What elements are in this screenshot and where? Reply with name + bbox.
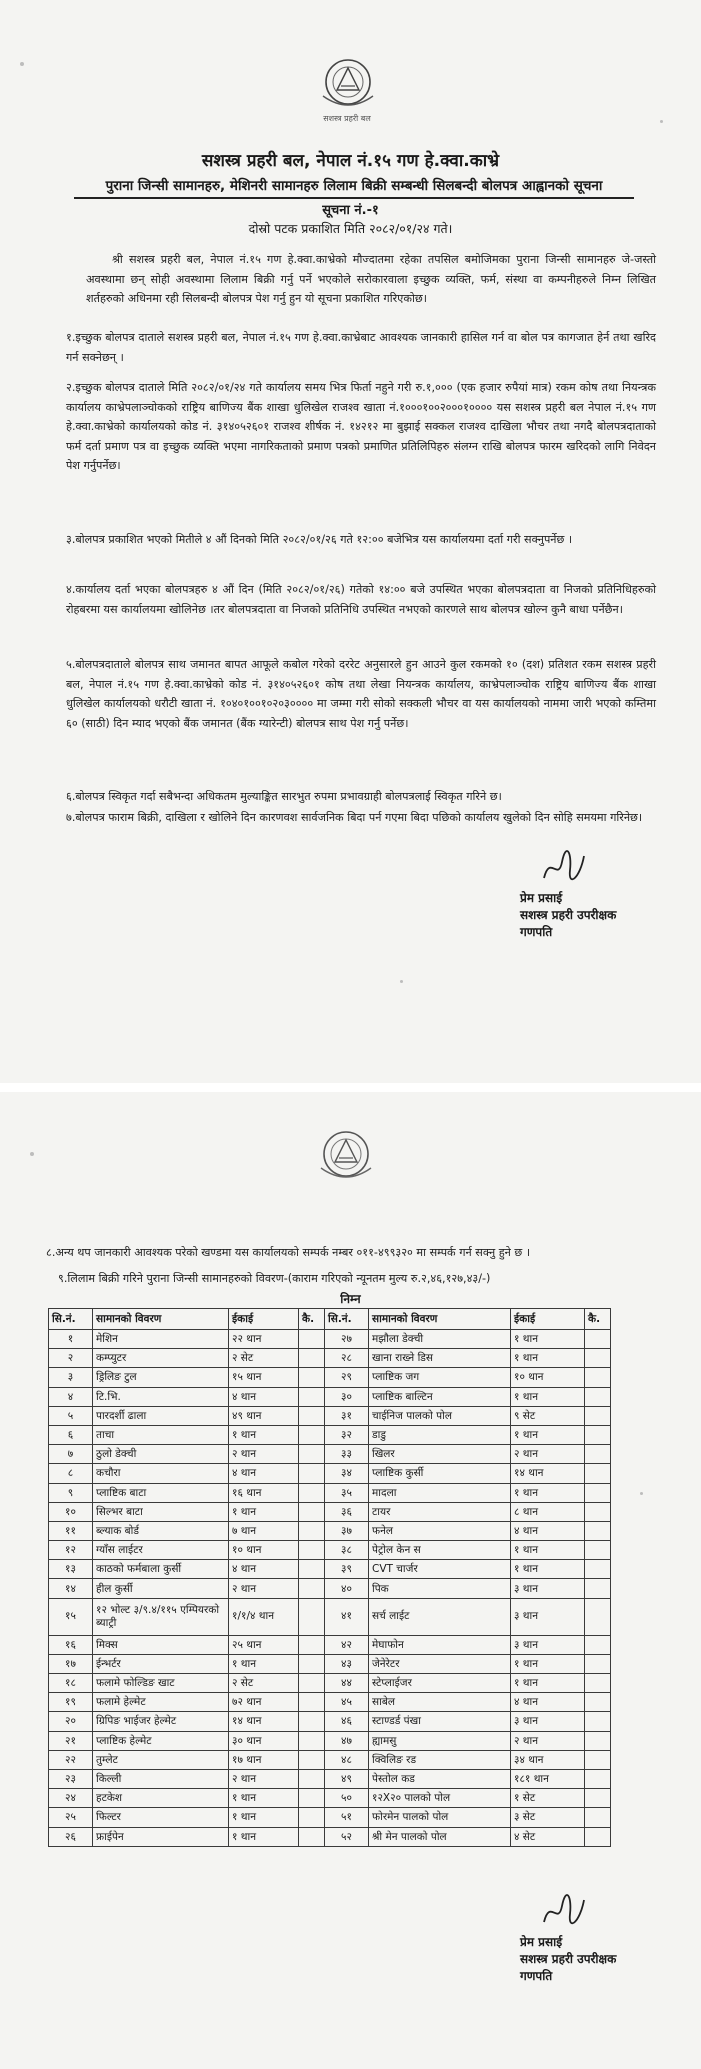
signatory-rank: सशस्त्र प्रहरी उपरीक्षक [520, 908, 617, 922]
description-cell: मादला [369, 1483, 511, 1502]
serial-cell: ५१ [325, 1808, 369, 1827]
condition-item-1: १.इच्छुक बोलपत्र दाताले सशस्त्र प्रहरी बल, नेपाल नं.१५ गण हे.क्वा.काभ्रेबाट आवश्यक जानकारी हासिल गर्न वा बोल पत्र कागजात हेर्न तथा खरिद गर्न सक्नेछन् । [66, 331, 656, 364]
remarks-cell [299, 1579, 325, 1598]
signature-icon [540, 1892, 586, 1932]
description-cell: ईन्भर्टर [93, 1654, 229, 1673]
remarks-cell [585, 1541, 611, 1560]
condition-item-8: ८.अन्य थप जानकारी आवश्यक परेको खण्डमा यस कार्यालयको सम्पर्क नम्बर ०११-४९९३२० मा सम्पर्क गर्न सक्नु हुने छ । [46, 1246, 531, 1259]
serial-cell: २ [49, 1349, 93, 1368]
remarks-cell [299, 1406, 325, 1425]
description-cell: फिल्टर [93, 1808, 229, 1827]
serial-cell: ३० [325, 1387, 369, 1406]
serial-cell: ५२ [325, 1827, 369, 1846]
intro-paragraph: श्री सशस्त्र प्रहरी बल, नेपाल नं.१५ गण हे.क्वा.काभ्रेको मौज्दातमा रहेका तपसिल बमोजिमका पुराना जिन्सी सामानहरु जे-जस्तो अवस्थामा छन् सोही अवस्थामा लिलाम बिक्री गर्नु पर्ने भएकोले सरोकारवाला इच्छुक व्यक्ति, फर्म, संस्था वा कम्पनीहरुले निम्न लिखित शर्तहरुको अधिनमा रही सिलबन्दी बोलपत्र पेश गर्नु हुन यो सूचना प्रकाशित गरिएकोछ। [86, 253, 656, 305]
serial-cell: १८ [49, 1674, 93, 1693]
remarks-cell [299, 1521, 325, 1540]
remarks-cell [585, 1349, 611, 1368]
description-cell: मेशिन [93, 1330, 229, 1349]
description-cell: पारदर्शी ढाला [93, 1406, 229, 1425]
unit-cell: ३ सेट [511, 1808, 585, 1827]
condition-item-5: ५.बोलपत्रदाताले बोलपत्र साथ जमानत बापत आफूले कबोल गरेको दररेट अनुसारले हुन आउने कुल रकमको १० (दश) प्रतिशत रकम सशस्त्र प्रहरी बल, नेपाल नं.१५ गण हे.क्वा.काभ्रेको कोड नं. ३१४०५२६०१ कोष तथा लेखा नियन्त्रक कार्यालय, काभ्रेपलाञ्चोक राष्ट्रिय बाणिज्य बैंक शाखा धुलिखेल कार्यालयको धरौटी खाता नं. १०४०१००१०२०३०००० मा जम्मा गरी सोको सक्कली भौचर वा यस कार्यालयको नाममा जारी भएको कम्तिमा ६० (साठी) दिन म्याद भएको बैंक जमानत (बैंक ग्यारेन्टी) बोलपत्र साथ पेश गर्नु पर्नेछ। [66, 658, 656, 730]
unit-cell: २ सेट [229, 1674, 299, 1693]
table-row [49, 1693, 611, 1712]
serial-cell: ३१ [325, 1406, 369, 1425]
serial-cell: २६ [49, 1827, 93, 1846]
remarks-cell [585, 1368, 611, 1387]
unit-cell: १४ थान [511, 1464, 585, 1483]
serial-cell: ८ [49, 1464, 93, 1483]
serial-cell: ३७ [325, 1521, 369, 1540]
table-row [49, 1502, 611, 1521]
description-cell: प्लाष्टिक कुर्सी [369, 1464, 511, 1483]
unit-cell: ९ सेट [511, 1406, 585, 1425]
serial-cell: ४७ [325, 1731, 369, 1750]
description-cell: किल्ली [93, 1769, 229, 1788]
serial-cell: ३४ [325, 1464, 369, 1483]
table-row [49, 1560, 611, 1579]
unit-cell: ४ सेट [511, 1827, 585, 1846]
table-row [49, 1541, 611, 1560]
description-cell: मझौला डेक्ची [369, 1330, 511, 1349]
unit-cell: १५ थान [229, 1368, 299, 1387]
description-cell: खिलर [369, 1445, 511, 1464]
condition-item-2: २.इच्छुक बोलपत्र दाताले मिति २०८२/०१/२४ गते कार्यालय समय भित्र फिर्ता नहुने गरी रु.१,००० (एक हजार रुपैयां मात्र) रकम कोष तथा नियन्त्रक कार्यालय काभ्रेपलाञ्चोकको राष्ट्रिय बाणिज्य बैंक शाखा धुलिखेल राजश्व खाता नं.१०००१००२०००१०००० यस सशस्त्र प्रहरी बल नेपाल नं.१५ गण हे.क्वा.काभ्रेको कार्यालयको कोड नं. ३१४०५२६०१ राजश्व शीर्षक नं. १४२१२ मा बुझाई सक्कल राजश्व दाखिला भौचर तथा नगदै बोलपत्रदाताको फर्म दर्ता प्रमाण पत्र वा इच्छुक व्यक्ति भएमा नागरिकताको प्रमाण पत्रको प्रमाणित प्रतिलिपिहरु संलग्न राखि बोलपत्र फारम खरिदको लागि निवेदन पेश गर्नुपर्नेछ। [66, 381, 656, 472]
description-cell: प्लाष्टिक हेल्मेट [93, 1731, 229, 1750]
serial-cell: २० [49, 1712, 93, 1731]
remarks-cell [299, 1483, 325, 1502]
description-cell: ठुलो डेक्ची [93, 1445, 229, 1464]
remarks-cell [585, 1483, 611, 1502]
signatory-block [520, 890, 616, 941]
remarks-cell [299, 1387, 325, 1406]
serial-cell: १५ [49, 1598, 93, 1635]
serial-cell: ३६ [325, 1502, 369, 1521]
header-remarks: कै. [299, 1309, 325, 1330]
serial-cell: १७ [49, 1654, 93, 1673]
serial-cell: ९ [49, 1483, 93, 1502]
serial-cell: २३ [49, 1769, 93, 1788]
serial-cell: २९ [325, 1368, 369, 1387]
remarks-cell [299, 1368, 325, 1387]
table-row [49, 1712, 611, 1731]
remarks-cell [299, 1769, 325, 1788]
remarks-cell [299, 1560, 325, 1579]
unit-cell: २ सेट [229, 1349, 299, 1368]
description-cell: काठको फर्मबाला कुर्सी [93, 1560, 229, 1579]
serial-cell: १३ [49, 1560, 93, 1579]
serial-cell: १४ [49, 1579, 93, 1598]
unit-cell: २ थान [229, 1445, 299, 1464]
header-description: सामानको विवरण [93, 1309, 229, 1330]
description-cell: ताचा [93, 1425, 229, 1444]
serial-cell: ४ [49, 1387, 93, 1406]
table-row [49, 1330, 611, 1349]
remarks-cell [299, 1827, 325, 1846]
unit-cell: १ थान [511, 1330, 585, 1349]
condition-item-4: ४.कार्यालय दर्ता भएका बोलपत्रहरु ४ औं दिन (मिति २०८२/०१/२६) गतेको १४:०० बजे उपस्थित भएका बोलपत्रदाता वा निजको प्रतिनिधिहरुको रोहबरमा यस कार्यालयमा खोलिनेछ ।तर बोलपत्रदाता वा निजको प्रतिनिधि उपस्थित नभएको कारणले साथ बोलपत्र खोल्न कुनै बाधा पर्नेछैन। [66, 583, 656, 616]
table-row [49, 1769, 611, 1788]
remarks-cell [299, 1541, 325, 1560]
unit-cell: ३ थान [511, 1598, 585, 1635]
table-row [49, 1731, 611, 1750]
remarks-cell [585, 1769, 611, 1788]
description-cell: ग्रिपिङ भाईजर हेल्मेट [93, 1712, 229, 1731]
remarks-cell [585, 1406, 611, 1425]
serial-cell: ४८ [325, 1750, 369, 1769]
unit-cell: २ थान [511, 1731, 585, 1750]
serial-cell: ४२ [325, 1635, 369, 1654]
unit-cell: १ थान [229, 1789, 299, 1808]
remarks-cell [299, 1464, 325, 1483]
description-cell: जेनेरेटर [369, 1654, 511, 1673]
description-cell: सिल्भर बाटा [93, 1502, 229, 1521]
remarks-cell [585, 1712, 611, 1731]
remarks-cell [585, 1693, 611, 1712]
serial-cell: ५० [325, 1789, 369, 1808]
unit-cell: १ थान [229, 1425, 299, 1444]
serial-cell: २५ [49, 1808, 93, 1827]
table-row [49, 1368, 611, 1387]
unit-cell: ३ थान [511, 1712, 585, 1731]
unit-cell: १ थान [511, 1425, 585, 1444]
header-remarks: कै. [585, 1309, 611, 1330]
serial-cell: ३८ [325, 1541, 369, 1560]
remarks-cell [585, 1387, 611, 1406]
unit-cell: २२ थान [229, 1330, 299, 1349]
unit-cell: २५ थान [229, 1635, 299, 1654]
table-row [49, 1445, 611, 1464]
description-cell: पिक [369, 1579, 511, 1598]
table-row [49, 1464, 611, 1483]
unit-cell: १ थान [511, 1483, 585, 1502]
description-cell: ब्ल्याक बोर्ड [93, 1521, 229, 1540]
description-cell: प्लाष्टिक जग [369, 1368, 511, 1387]
remarks-cell [585, 1731, 611, 1750]
table-row [49, 1579, 611, 1598]
remarks-cell [299, 1445, 325, 1464]
unit-cell: १/१/४ थान [229, 1598, 299, 1635]
signatory-name: प्रेम प्रसाई [520, 891, 563, 905]
remarks-cell [299, 1598, 325, 1635]
description-cell: स्टेप्लाईजर [369, 1674, 511, 1693]
description-cell: श्री मेन पालको पोल [369, 1827, 511, 1846]
description-cell: चाईनिज पालको पोल [369, 1406, 511, 1425]
unit-cell: ४ थान [229, 1464, 299, 1483]
serial-cell: ४५ [325, 1693, 369, 1712]
unit-cell: १ थान [229, 1808, 299, 1827]
page-separator [0, 1083, 701, 1092]
table-row [49, 1406, 611, 1425]
unit-cell: ४९ थान [229, 1406, 299, 1425]
notice-number: सूचना नं.-१ [322, 203, 379, 218]
armed-police-emblem-icon [315, 1128, 377, 1186]
unit-cell: १ थान [511, 1560, 585, 1579]
remarks-cell [585, 1598, 611, 1635]
unit-cell: १४ थान [229, 1712, 299, 1731]
unit-cell: ३० थान [229, 1731, 299, 1750]
signatory-rank: सशस्त्र प्रहरी उपरीक्षक [520, 1952, 617, 1966]
description-cell: स्टाण्डर्ड पंखा [369, 1712, 511, 1731]
table-header-row [49, 1309, 611, 1330]
description-cell: हील कुर्सी [93, 1579, 229, 1598]
unit-cell: १८१ थान [511, 1769, 585, 1788]
serial-cell: ४१ [325, 1598, 369, 1635]
unit-cell: १ थान [511, 1387, 585, 1406]
description-cell: फ्राईपेन [93, 1827, 229, 1846]
table-row [49, 1598, 611, 1635]
remarks-cell [585, 1789, 611, 1808]
unit-cell: १ थान [511, 1541, 585, 1560]
unit-cell: ४ थान [229, 1560, 299, 1579]
remarks-cell [585, 1654, 611, 1673]
serial-cell: ७ [49, 1445, 93, 1464]
unit-cell: १० थान [511, 1368, 585, 1387]
unit-cell: ८ थान [511, 1502, 585, 1521]
description-cell: कचौरा [93, 1464, 229, 1483]
description-cell: फनेल [369, 1521, 511, 1540]
description-cell: ड्रिलिङ टुल [93, 1368, 229, 1387]
unit-cell: १ थान [511, 1349, 585, 1368]
remarks-cell [299, 1808, 325, 1827]
serial-cell: २४ [49, 1789, 93, 1808]
remarks-cell [299, 1731, 325, 1750]
scan-speck [400, 980, 403, 983]
remarks-cell [585, 1464, 611, 1483]
remarks-cell [299, 1712, 325, 1731]
remarks-cell [585, 1635, 611, 1654]
scan-speck [660, 120, 663, 123]
description-cell: १२X२० पालको पोल [369, 1789, 511, 1808]
unit-cell: १ थान [229, 1827, 299, 1846]
description-cell: प्लाष्टिक बाटा [93, 1483, 229, 1502]
remarks-cell [299, 1502, 325, 1521]
remarks-cell [299, 1425, 325, 1444]
emblem-caption: सशस्त्र प्रहरी बल [323, 114, 371, 123]
office-heading: सशस्त्र प्रहरी बल, नेपाल नं.१५ गण हे.क्वा.काभ्रे [201, 151, 500, 171]
header-unit: ईकाई [511, 1309, 585, 1330]
condition-item-3: ३.बोलपत्र प्रकाशित भएको मितीले ४ औं दिनको मिति २०८२/०१/२६ गते १२:०० बजेभित्र यस कार्यालयमा दर्ता गरी सक्नुपर्नेछ । [66, 533, 573, 546]
unit-cell: ४ थान [511, 1521, 585, 1540]
signatory-name: प्रेम प्रसाई [520, 1935, 563, 1949]
description-cell: टायर [369, 1502, 511, 1521]
armed-police-emblem-icon [317, 56, 379, 114]
description-cell: मिक्स [93, 1635, 229, 1654]
serial-cell: ६ [49, 1425, 93, 1444]
description-cell: CVT चार्जर [369, 1560, 511, 1579]
serial-cell: २२ [49, 1750, 93, 1769]
serial-cell: ४९ [325, 1769, 369, 1788]
unit-cell: १ थान [229, 1502, 299, 1521]
remarks-cell [299, 1330, 325, 1349]
description-cell: पेट्रोल केन स [369, 1541, 511, 1560]
unit-cell: १ सेट [511, 1789, 585, 1808]
table-row [49, 1387, 611, 1406]
remarks-cell [585, 1808, 611, 1827]
description-cell: खाना राख्ने डिस [369, 1349, 511, 1368]
serial-cell: ३३ [325, 1445, 369, 1464]
serial-cell: ४४ [325, 1674, 369, 1693]
remarks-cell [585, 1750, 611, 1769]
remarks-cell [299, 1674, 325, 1693]
serial-cell: ३५ [325, 1483, 369, 1502]
signatory-title: गणपति [520, 1969, 553, 1983]
serial-cell: २७ [325, 1330, 369, 1349]
table-row [49, 1674, 611, 1693]
signatory-block [520, 1934, 616, 1985]
description-cell: फलामे फोल्डिङ खाट [93, 1674, 229, 1693]
serial-cell: २८ [325, 1349, 369, 1368]
unit-cell: २ थान [229, 1769, 299, 1788]
condition-item-6: ६.बोलपत्र स्विकृत गर्दा सबैभन्दा अधिकतम मुल्याङ्कित सारभुत रुपमा प्रभावग्राही बोलपत्रलाई स्विकृत गरिने छ। [66, 790, 502, 803]
description-cell: क्विलिङ रड [369, 1750, 511, 1769]
table-row [49, 1789, 611, 1808]
serial-cell: १६ [49, 1635, 93, 1654]
remarks-cell [585, 1560, 611, 1579]
unit-cell: ४ थान [511, 1693, 585, 1712]
table-row [49, 1349, 611, 1368]
header-description: सामानको विवरण [369, 1309, 511, 1330]
scan-speck [30, 1152, 34, 1156]
description-cell: तुम्लेट [93, 1750, 229, 1769]
table-row [49, 1808, 611, 1827]
description-cell: सर्च लाईट [369, 1598, 511, 1635]
unit-cell: ३ थान [511, 1635, 585, 1654]
unit-cell: १ थान [511, 1654, 585, 1673]
serial-cell: १२ [49, 1541, 93, 1560]
table-row [49, 1654, 611, 1673]
unit-cell: २ थान [511, 1445, 585, 1464]
remarks-cell [585, 1827, 611, 1846]
serial-cell: ११ [49, 1521, 93, 1540]
description-cell: प्लाष्टिक बाल्टिन [369, 1387, 511, 1406]
table-row [49, 1750, 611, 1769]
serial-cell: १ [49, 1330, 93, 1349]
unit-cell: ७२ थान [229, 1693, 299, 1712]
header-serial: सि.नं. [49, 1309, 93, 1330]
header-unit: ईकाई [229, 1309, 299, 1330]
description-cell: पेस्तोल कड [369, 1769, 511, 1788]
remarks-cell [585, 1579, 611, 1598]
unit-cell: ४ थान [229, 1387, 299, 1406]
table-row [49, 1425, 611, 1444]
serial-cell: १९ [49, 1693, 93, 1712]
remarks-cell [585, 1330, 611, 1349]
description-cell: फोरमेन पालको पोल [369, 1808, 511, 1827]
serial-cell: ४० [325, 1579, 369, 1598]
remarks-cell [299, 1693, 325, 1712]
remarks-cell [299, 1750, 325, 1769]
header-serial: सि.नं. [325, 1309, 369, 1330]
description-cell: कम्प्युटर [93, 1349, 229, 1368]
remarks-cell [299, 1789, 325, 1808]
description-cell: १२ भोल्ट ३/९.४/११५ एम्पियरको ब्याट्री [93, 1598, 229, 1635]
signature-icon [540, 848, 586, 888]
unit-cell: ७ थान [229, 1521, 299, 1540]
condition-item-9: ९.लिलाम बिक्री गरिने पुराना जिन्सी सामानहरुको विवरण-(काराम गरिएको न्यूनतम मुल्य रु.२,४६,१२७,४३/-) [58, 1272, 491, 1285]
description-cell: ह्यामसु [369, 1731, 511, 1750]
unit-cell: १६ थान [229, 1483, 299, 1502]
notice-page-2 [0, 1092, 701, 2069]
auction-items-table [48, 1308, 611, 1847]
unit-cell: १० थान [229, 1541, 299, 1560]
condition-item-7: ७.बोलपत्र फाराम बिक्री, दाखिला र खोलिने दिन कारणवश सार्वजनिक बिदा पर्न गएमा बिदा पछिको कार्यालय खुलेको दिन सोहि समयमा गरिनेछ। [66, 811, 643, 824]
description-cell: हटकेश [93, 1789, 229, 1808]
description-cell: ग्याँस लाईटर [93, 1541, 229, 1560]
serial-cell: ४३ [325, 1654, 369, 1673]
serial-cell: ३२ [325, 1425, 369, 1444]
description-cell: डाडु [369, 1425, 511, 1444]
unit-cell: १७ थान [229, 1750, 299, 1769]
table-row [49, 1635, 611, 1654]
scan-speck [20, 62, 24, 66]
unit-cell: १ थान [511, 1674, 585, 1693]
serial-cell: ३ [49, 1368, 93, 1387]
serial-cell: २१ [49, 1731, 93, 1750]
remarks-cell [585, 1502, 611, 1521]
description-cell: टि.भि. [93, 1387, 229, 1406]
remarks-cell [299, 1635, 325, 1654]
unit-cell: ३४ थान [511, 1750, 585, 1769]
serial-cell: १० [49, 1502, 93, 1521]
unit-cell: ३ थान [511, 1579, 585, 1598]
description-cell: मेघाफोन [369, 1635, 511, 1654]
publication-date: दोस्रो पटक प्रकाशित मिति २०८२/०१/२४ गते। [248, 221, 453, 236]
unit-cell: २ थान [229, 1579, 299, 1598]
remarks-cell [299, 1654, 325, 1673]
remarks-cell [299, 1349, 325, 1368]
description-cell: साबेल [369, 1693, 511, 1712]
unit-cell: १ थान [229, 1654, 299, 1673]
table-row [49, 1827, 611, 1846]
remarks-cell [585, 1445, 611, 1464]
description-cell: फलामे हेल्मेट [93, 1693, 229, 1712]
serial-cell: ५ [49, 1406, 93, 1425]
remarks-cell [585, 1674, 611, 1693]
serial-cell: ३९ [325, 1560, 369, 1579]
remarks-cell [585, 1521, 611, 1540]
serial-cell: ४६ [325, 1712, 369, 1731]
remarks-cell [585, 1425, 611, 1444]
scan-speck [640, 1492, 643, 1495]
table-row [49, 1483, 611, 1502]
table-caption: निम्न [340, 1292, 361, 1306]
signatory-title: गणपति [520, 925, 553, 939]
table-row [49, 1521, 611, 1540]
notice-subject: पुराना जिन्सी सामानहरु, मेशिनरी सामानहरु लिलाम बिक्री सम्बन्धी सिलबन्दी बोलपत्र आह्वानको सूचना [74, 176, 634, 199]
